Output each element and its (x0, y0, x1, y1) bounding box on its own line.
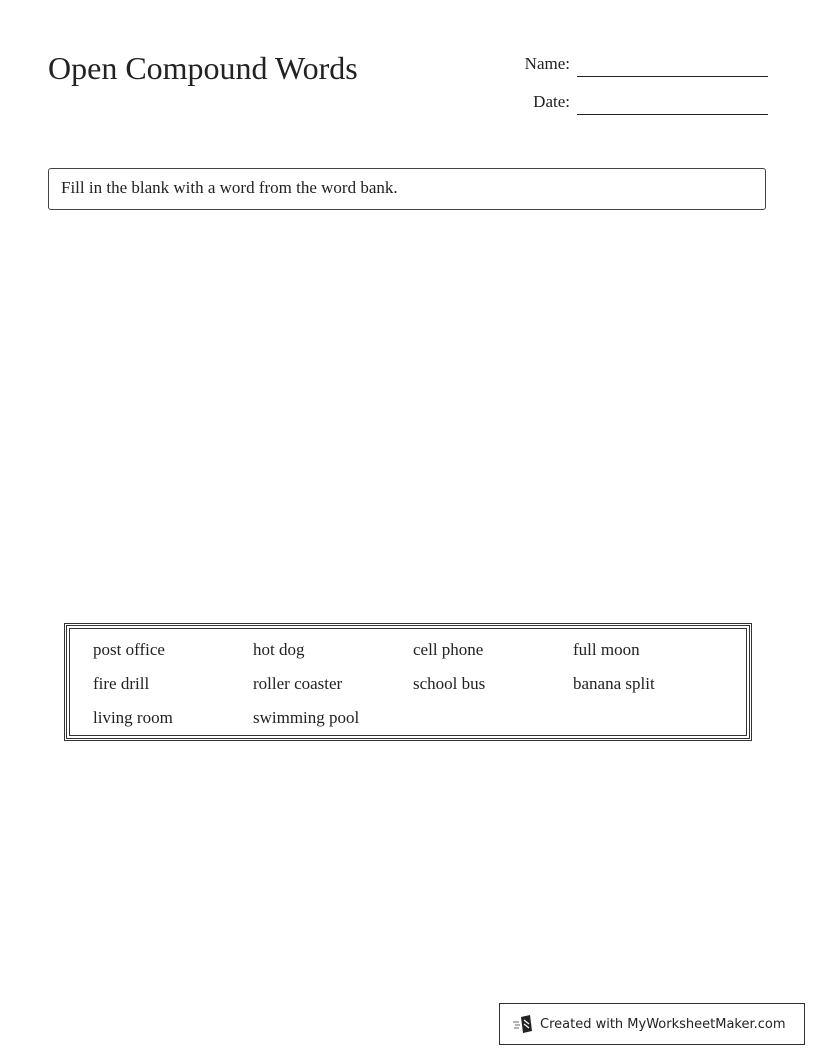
name-label: Name: (524, 54, 570, 73)
word-bank-item: roller coaster (253, 674, 343, 693)
instructions-box: Fill in the blank with a word from the word bank. (48, 168, 766, 210)
word-bank-item: living room (93, 708, 173, 727)
worksheet-maker-logo-icon (512, 1014, 534, 1034)
word-bank-item: hot dog (253, 640, 305, 659)
word-bank-item: swimming pool (253, 708, 360, 727)
word-bank (64, 623, 752, 741)
date-label: Date: (533, 92, 570, 111)
footer-badge[interactable] (499, 1003, 805, 1045)
date-field[interactable] (577, 114, 768, 115)
name-field[interactable] (577, 76, 768, 77)
word-bank-item: cell phone (413, 640, 484, 659)
word-bank-item: fire drill (93, 674, 150, 693)
word-bank-item: school bus (413, 674, 486, 693)
page-title: Open Compound Words (48, 50, 358, 86)
word-bank-item: post office (93, 640, 165, 659)
footer-text: Created with MyWorksheetMaker.com (540, 1016, 786, 1032)
word-bank-item: banana split (573, 674, 655, 693)
word-bank-item: full moon (573, 640, 640, 659)
